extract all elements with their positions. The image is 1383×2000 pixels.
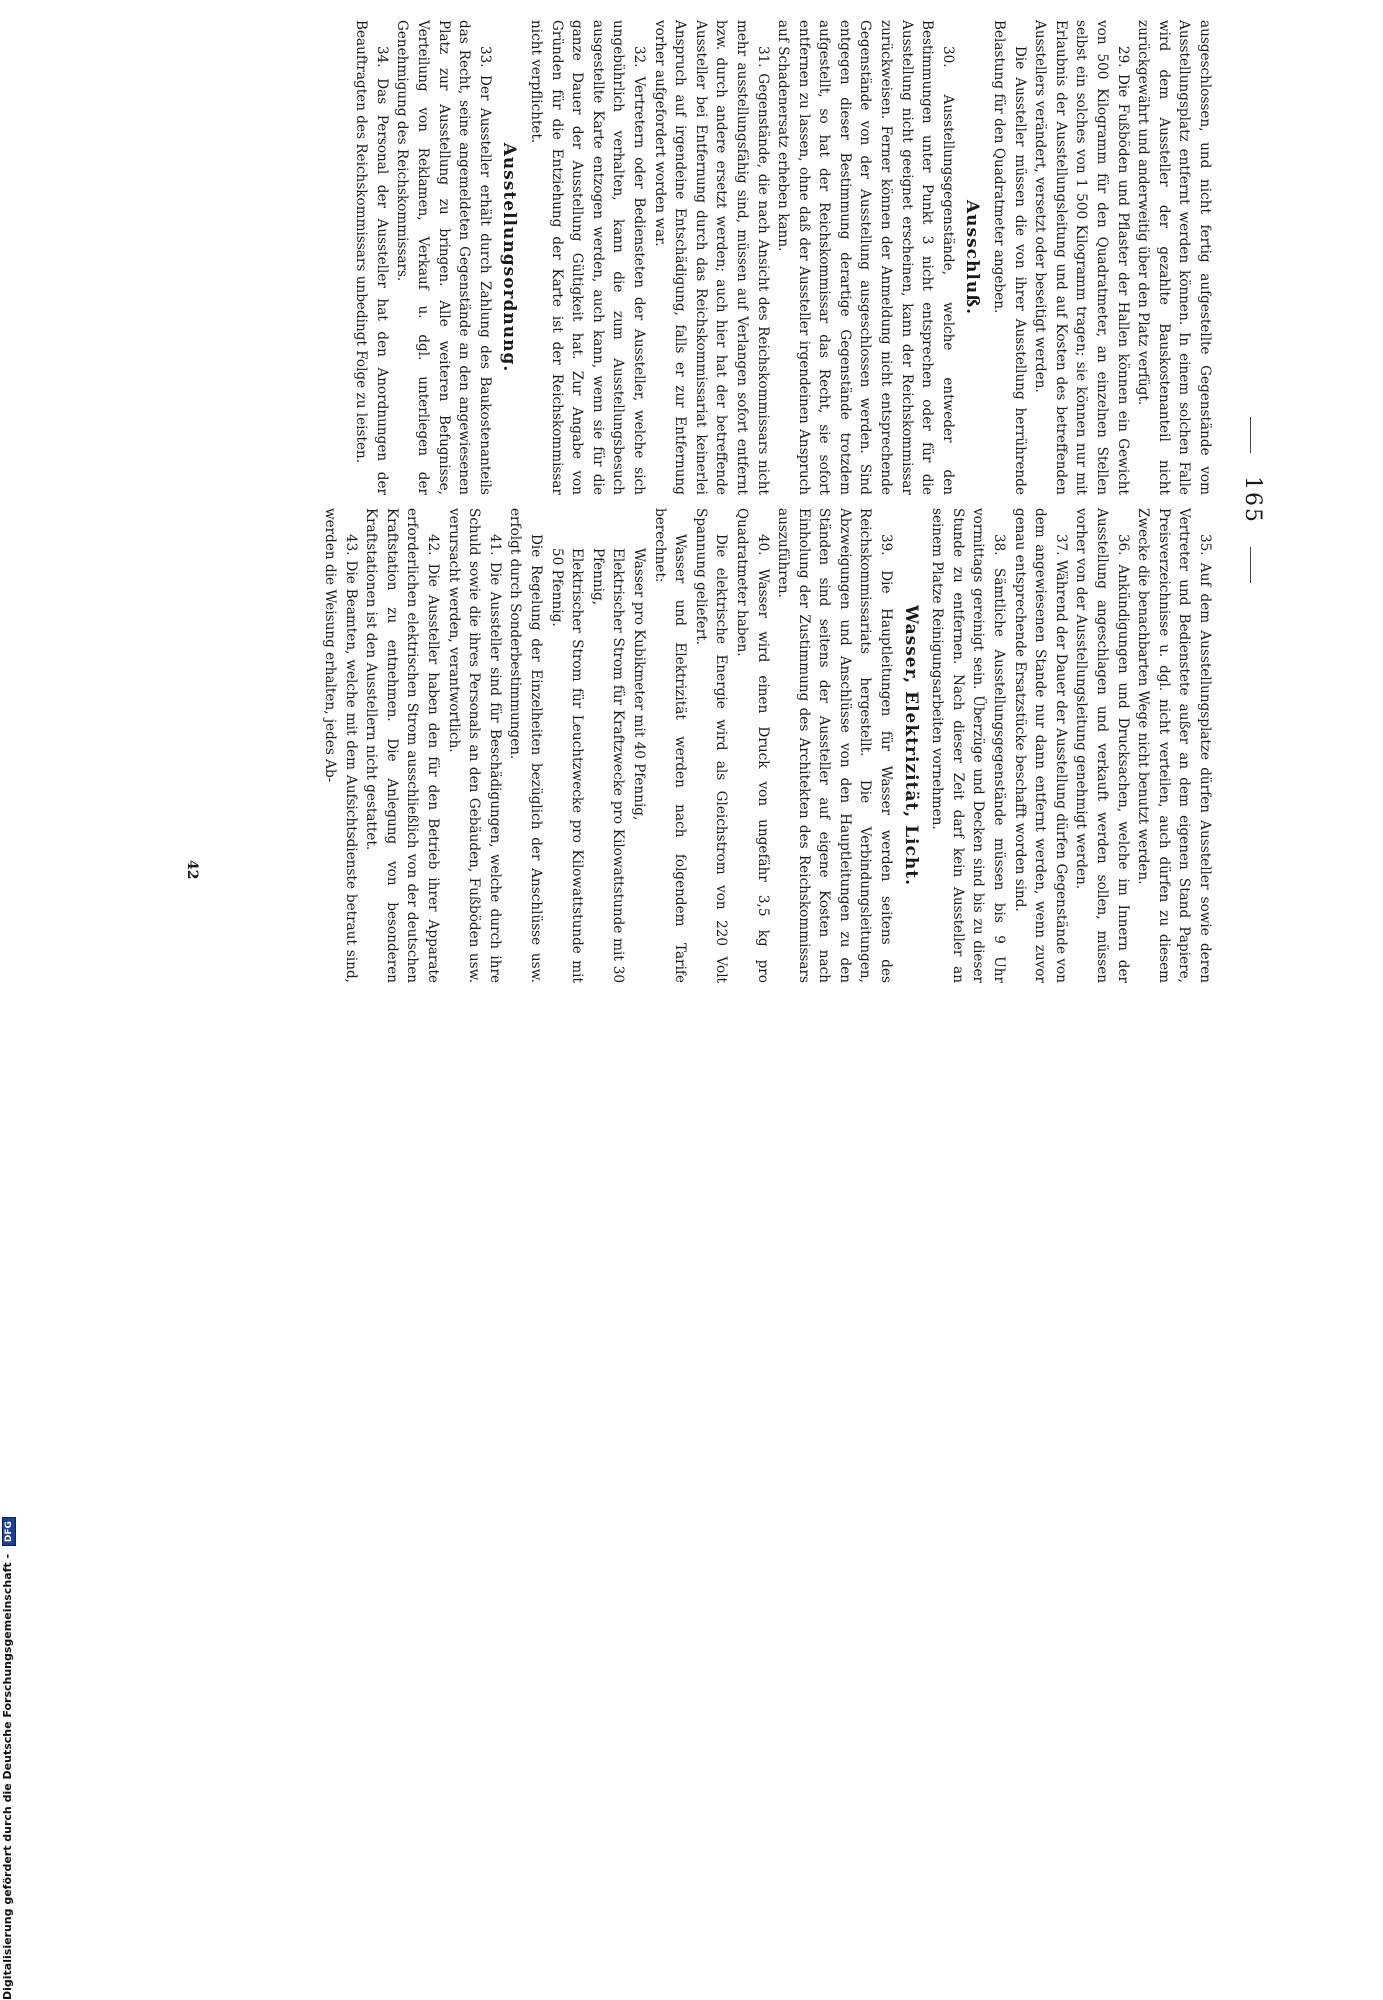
running-head — [1225, 0, 1265, 1000]
dfg-logo-icon: DFG — [2, 1517, 16, 1546]
heading-wasser-elektrizitaet-licht: Wasser, Elektrizität, Licht. — [900, 605, 921, 886]
paragraph-continuation: ausgeschlossen, und nicht fertig aufgestellte Gegenstände vom Ausstellungsplatz entfernt werden können. In einem solchen Falle wird dem Aussteller der gezahlte Bauskostenanteil nicht zurückgewährt und anderweitig über den Platz verfügt. — [1135, 20, 1213, 495]
head-rule-left — [1250, 417, 1251, 453]
paragraph-43: 43. Die Beamten, welche mit dem Aufsichtsdienste betraut sind, werden die Weisung erhalten, jedes Ab- — [322, 508, 359, 983]
page-number-bottom: 42 — [184, 860, 200, 880]
rotated-document-page — [135, 0, 1265, 1000]
paragraph-29: 29. Die Fußböden und Pflaster der Hallen können ein Gewicht von 500 Kilogramm für den Quadratmeter, an einzelnen Stellen selbst ein solches von 1 500 Kilogramm tragen; sie können nur mit Erlaubnis der Ausstellungsleitung und auf Kosten des betreffenden Ausstellers verändert, versetzt oder beseitigt werden. — [1032, 20, 1131, 495]
digitization-note: Digitalisierung gefördert durch die Deutsche Forschungsgemeinschaft - — [1, 1553, 14, 2000]
heading-ausschluss: Ausschluß. — [962, 199, 983, 316]
head-rule-right — [1250, 547, 1251, 583]
paragraph-35: 35. Auf dem Ausstellungsplatze dürfen Aussteller sowie deren Vertreter und Bedienstete außer an dem eigenen Stand Papiere, Preisverzeichnisse u. dgl. nicht verteilen, auch dürfen zu diesem Zwecke die benachbarten Wege nicht benutzt werden. — [1135, 508, 1213, 983]
heading-ausstellungsordnung: Ausstellungsordnung. — [499, 142, 520, 373]
paragraph-40: 40. Wasser wird einen Druck von ungefähr 3,5 kg pro Quadratmeter haben. — [733, 508, 771, 983]
paragraph-31: 31. Gegenstände, die nach Ansicht des Reichskommissars nicht mehr ausstellungsfähig sind, müssen auf Verlangen sofort entfernt bzw. durch andere ersetzt werden; auch hier hat der betreffende Aussteller bei Entfernung durch das Reichskommissariat keinerlei Anspruch auf irgendeine Entschädigung, falls er zur Entfernung vorher aufgefordert worden war. — [651, 20, 771, 495]
paragraph-36: 36. Ankündigungen und Drucksachen, welche im Innern der Ausstellung angeschlagen und verkauft werden sollen, müssen vorher von der Ausstellungsleitung genehmigt werden. — [1073, 508, 1131, 983]
tariff-light: Elektrischer Strom für Leuchtzwecke pro Kilowattstunde mit 50 Pfennig. — [548, 548, 586, 983]
tariff-water: Wasser pro Kubikmeter mit 40 Pfennig, — [630, 548, 647, 821]
digitization-footer — [1, 1000, 21, 2000]
paragraph-40b: Die elektrische Energie wird als Gleichstrom von 220 Volt Spannung geliefert. — [692, 508, 730, 983]
left-column — [351, 20, 1215, 495]
paragraph-40d: Die Regelung der Einzelheiten bezüglich der Anschlüsse usw. erfolgt durch Sonderbestimmungen. — [507, 508, 544, 983]
paragraph-34: 34. Das Personal der Aussteller hat den Anordnungen der Beauftragten des Reichskommissars unbedingt Folge zu leisten. — [353, 20, 390, 495]
tariff-power: Elektrischer Strom für Kraftzwecke pro Kilowattstunde mit 30 Pfennig, — [589, 548, 627, 983]
paragraph-38: 38. Sämtliche Ausstellungsgegenstände müssen bis 9 Uhr vormittags gereinigt sein. Überzüge und Decken sind bis zu dieser Stunde zu entfernen. Nach dieser Zeit darf kein Aussteller an seinem Platze Reinigungsarbeiten vornehmen. — [929, 508, 1008, 983]
paragraph-40c: Wasser und Elektrizität werden nach folgendem Tarife berechnet: — [651, 508, 689, 983]
paragraph-41: 41. Die Aussteller sind für Beschädigungen, welche durch ihre Schuld sowie die ihres Personals an den Gebäuden, Fußböden usw. verursacht werden, verantwortlich. — [445, 508, 503, 983]
paragraph-42: 42. Die Aussteller haben den für den Betrieb ihrer Apparate erforderlichen elektrischen Strom ausschließlich von der deutschen Kraftstation zu entnehmen. Die Anlegung von besonderen Kraftstationen ist den Ausstellern nicht gestattet. — [363, 508, 442, 983]
right-column — [319, 508, 1215, 983]
paragraph-29b: Die Aussteller müssen die von ihrer Ausstellung herrührende Belastung für den Quadratmeter angeben. — [991, 20, 1028, 495]
paragraph-32: 32. Vertretern oder Bediensteten der Aussteller, welche sich ungebührlich verhalten, kann die zum Ausstellungsbesuch ausgestellte Karte entzogen werden, auch kann, wenn sie für die ganze Dauer der Ausstellung Gültigkeit hat. Zur Angabe von Gründen für die Entziehung der Karte ist der Reichskommissar nicht verpflichtet. — [528, 20, 647, 495]
paragraph-33: 33. Der Aussteller erhält durch Zahlung des Baukostenanteils das Recht, seine angemeldeten Gegenstände an den angewiesenen Platz zur Ausstellung zu bringen. Alle weiteren Befugnisse, Verteilung von Reklamen, Verkauf u. dgl. unterliegen der Genehmigung des Reichskommissars. — [394, 20, 493, 495]
paragraph-39: 39. Die Hauptleitungen für Wasser werden seitens des Reichskommissariats hergestellt. Die Verbindungsleitungen, Abzweigungen und Anschlüsse von den Hauptleitungen zu den Ständen sind seitens der Aussteller auf eigene Kosten nach Einholung der Zustimmung des Architekten des Reichskommissars auszuführen. — [775, 508, 895, 983]
folio-number: 165 — [1240, 476, 1265, 524]
paragraph-30: 30. Ausstellungsgegenstände, welche entweder den Bestimmungen unter Punkt 3 nicht entsprechen oder für die Ausstellung nicht geeignet erscheinen, kann der Reichskommissar zurückweisen. Ferner können der Anmeldung nicht entsprechende Gegenstände von der Ausstellung ausgeschlossen werden. Sind entgegen dieser Bestimmung derartige Gegenstände trotzdem aufgestellt, so hat der Reichskommissar das Recht, sie sofort entfernen zu lassen, ohne daß der Aussteller irgendeinen Anspruch auf Schadenersatz erheben kann. — [775, 20, 956, 495]
paragraph-37: 37. Während der Dauer der Ausstellung dürfen Gegenstände von dem angewiesenen Stande nur dann entfernt werden, wenn zuvor genau entsprechende Ersatzstücke beschafft worden sind. — [1011, 508, 1069, 983]
